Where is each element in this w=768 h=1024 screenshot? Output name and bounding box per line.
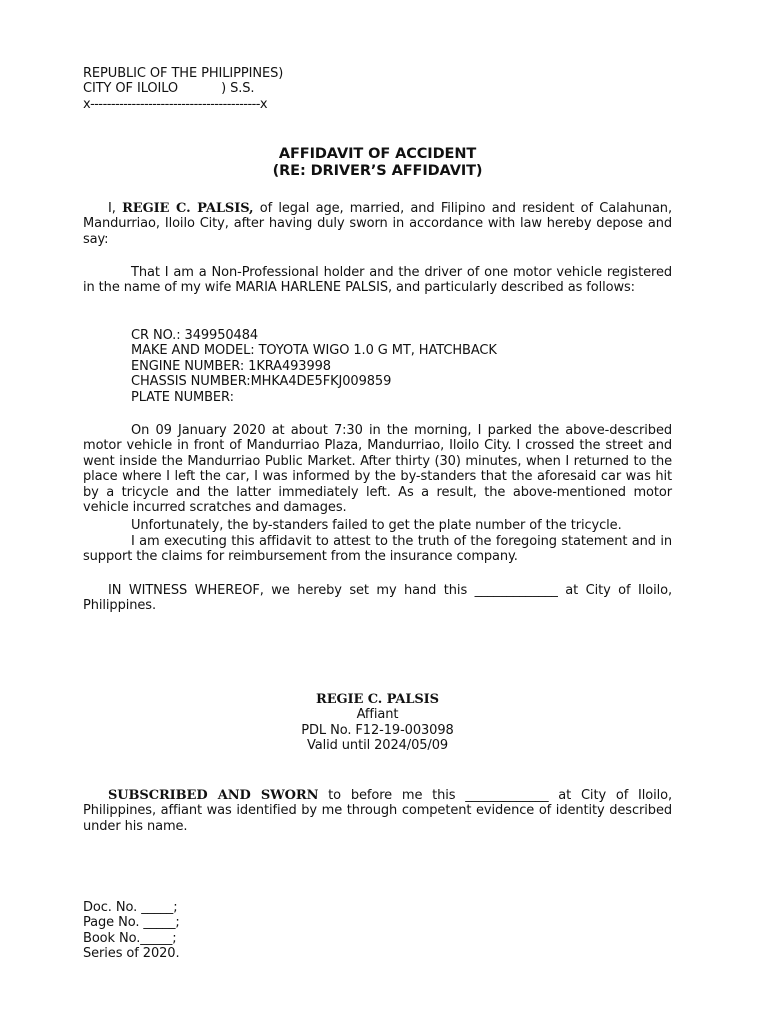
- jurat-lead: SUBSCRIBED AND SWORN: [108, 788, 319, 803]
- signatory-role: Affiant: [356, 707, 399, 723]
- notarial-register: [83, 900, 672, 962]
- intro-body: of legal age, married, and Filipino and resident of Calahunan, Mandurriao, Iloilo City, after having duly sworn in accordance with law hereby depose and say:: [83, 201, 672, 247]
- jurat-paragraph: [83, 788, 672, 834]
- vehicle-details: [131, 328, 651, 405]
- incident-paragraph: On 09 January 2020 at about 7:30 in the morning, I parked the above-described motor vehicle in front of Mandurriao Plaza, Mandurriao, Iloilo City. I crossed the street and went inside the Mandurriao Public Market. After thirty (30) minutes, when I returned to the place where I left the car, I was informed by the by-standers that the aforesaid car was hit by a tricycle and the latter immediately left. As a result, the above-mentioned motor vehicle incurred scratches and damages.: [83, 423, 672, 516]
- affiant-name: REGIE C. PALSIS,: [122, 201, 254, 216]
- cr-number: CR NO.: 349950484: [131, 328, 259, 343]
- pdl-validity: Valid until 2024/05/09: [306, 738, 449, 754]
- bystanders-paragraph: Unfortunately, the by-standers failed to get the plate number of the tricycle.: [131, 518, 622, 533]
- title-line-1: AFFIDAVIT OF ACCIDENT: [278, 146, 477, 162]
- chassis-number: CHASSIS NUMBER:MHKA4DE5FKJ009859: [131, 374, 392, 390]
- caption-ss: ) S.S.: [221, 81, 255, 97]
- page-number: Page No. _____;: [83, 915, 180, 931]
- venue-caption: [83, 66, 672, 112]
- caption-city: [83, 81, 672, 96]
- caption-city-name: CITY OF ILOILO: [83, 81, 179, 97]
- caption-divider: x-----------------------------------------x: [83, 96, 268, 112]
- series-year: Series of 2020.: [83, 946, 180, 962]
- jurat-body: to before me this _____________ at City of Iloilo, Philippines, affiant was identified by me through competent evidence of identity described under his name.: [83, 788, 672, 834]
- witness-paragraph: IN WITNESS WHEREOF, we hereby set my hand this _____________ at City of Iloilo, Philippines.: [83, 583, 672, 614]
- pdl-number: PDL No. F12-19-003098: [301, 722, 454, 738]
- intro-paragraph: [83, 201, 672, 247]
- doc-number: Doc. No. _____;: [83, 900, 178, 915]
- make-model: MAKE AND MODEL: TOYOTA WIGO 1.0 G MT, HATCHBACK: [131, 343, 497, 359]
- intro-pre: I,: [108, 201, 123, 216]
- signature-block: [83, 692, 672, 754]
- book-number: Book No._____;: [83, 930, 177, 946]
- engine-number: ENGINE NUMBER: 1KRA493998: [131, 358, 331, 374]
- document-title: [83, 146, 672, 180]
- caption-republic: REPUBLIC OF THE PHILIPPINES): [83, 66, 284, 81]
- vehicle-intro-paragraph: That I am a Non-Professional holder and the driver of one motor vehicle registered in the name of my wife MARIA HARLENE PALSIS, and particularly described as follows:: [83, 265, 672, 296]
- title-line-2: (RE: DRIVER’S AFFIDAVIT): [272, 163, 483, 179]
- signatory-name: REGIE C. PALSIS: [316, 692, 439, 707]
- purpose-paragraph: I am executing this affidavit to attest to the truth of the foregoing statement and in support the claims for reimbursement from the insurance company.: [83, 534, 672, 565]
- plate-number: PLATE NUMBER:: [131, 389, 234, 405]
